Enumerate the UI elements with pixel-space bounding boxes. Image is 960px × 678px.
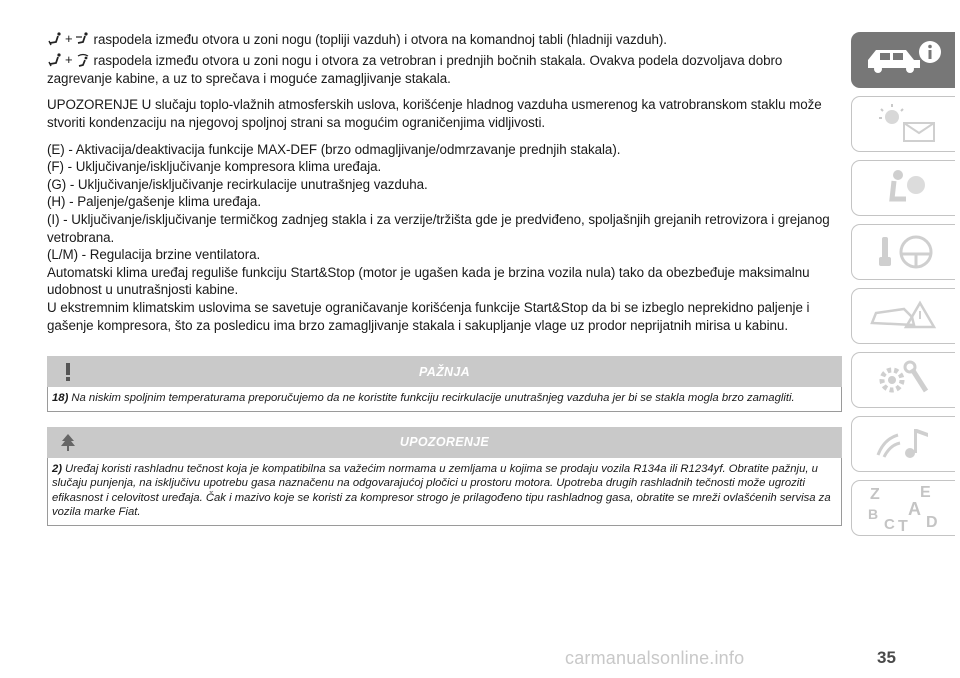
attention-title: PAŽNJA <box>419 364 470 379</box>
attention-notice <box>47 356 842 412</box>
warning-notice-body <box>47 458 842 526</box>
warning-note-number: 2) <box>52 462 63 475</box>
signal-music-icon <box>862 421 946 467</box>
chapter-tabs <box>851 32 960 544</box>
control-g-description: (G) - Uključivanje/isključivanje recirkulacije unutrašnjeg vazduha. <box>47 176 428 192</box>
attention-notice-body <box>47 387 842 412</box>
car-info-icon <box>862 38 946 82</box>
airflow-dashboard-icon <box>75 32 91 46</box>
attention-notice-header <box>47 356 842 387</box>
index-letter-d: D <box>925 514 938 531</box>
key-steering-wheel-icon <box>862 229 946 275</box>
breakdown-car-icon <box>862 293 946 339</box>
index-letter-e: E <box>919 484 931 501</box>
airflow-windshield-icon <box>75 53 91 67</box>
watermark: carmanualsonline.info <box>565 648 745 668</box>
plus-sign: + <box>65 52 73 68</box>
airflow-mode-icons <box>47 30 91 48</box>
airflow-feet-icon <box>47 32 63 46</box>
exclamation-icon <box>59 362 77 382</box>
tab-dashboard-lights[interactable] <box>851 96 955 152</box>
tab-safety[interactable] <box>851 160 955 216</box>
tab-maintenance[interactable] <box>851 352 955 408</box>
control-h-description: (H) - Paljenje/gašenje klima uređaja. <box>47 194 261 210</box>
control-lm-description: (L/M) - Regulacija brzine ventilatora. <box>47 247 261 263</box>
control-i-description: (I) - Uključivanje/isključivanje termičkog zadnjeg stakla i za verzije/tržišta gde je predviđeno, spoljašnjih grejanih retrovizora i grejanog vetrobrana. <box>47 211 830 245</box>
airflow-mode-icons <box>47 51 91 69</box>
warning-light-envelope-icon <box>862 101 946 147</box>
start-stop-paragraph: Automatski klima uređaj reguliše funkciju Start&Stop (motor je ugašen kada je brzina vozila nula) tako da obezbeđuje maksimalnu udobnost u unutrašnjosti kabine. <box>47 264 810 298</box>
tree-icon <box>59 433 77 453</box>
extreme-conditions-paragraph: U ekstremnim klimatskim uslovima se savetuje ograničavanje korišćenja funkcije Start&Stop da bi se izbeglo neprekidno paljenje i gašenje kompresora, što za posledicu ima brzo zamagljivanje stakala i sakupljanje vlage uz prodor neprijatnih mirisa u kabinu. <box>47 299 810 333</box>
warning-title: UPOZORENJE <box>399 435 490 450</box>
page-number: 35 <box>877 648 896 667</box>
control-f-description: (F) - Uključivanje/isključivanje kompresora klima uređaja. <box>47 159 382 175</box>
attention-note-text: Na niskim spoljnim temperaturama preporučujemo da ne koristite funkciju recirkulacije unutrašnjeg vazduha jer bi se stakla mogla brzo zamagliti. <box>71 392 795 405</box>
tab-index[interactable] <box>851 480 955 536</box>
airflow-feet-windshield-paragraph <box>47 51 842 87</box>
attention-note-number: 18) <box>52 392 69 405</box>
condensation-warning-paragraph: UPOZORENJE U slučaju toplo-vlažnih atmosferskih uslova, korišćenje hladnog vazduha usmerenog ka vatrobranskom staklu može stvoriti kondenzaciju na njegovoj spoljnoj strani sa mogućim ograničenjima vidljivosti. <box>47 97 822 130</box>
plus-sign: + <box>65 31 73 46</box>
index-letter-c: C <box>883 516 895 533</box>
paragraph-text: raspodela između otvora u zoni nogu (topliji vazduh) i otvora na komandnoj tabli (hladniji vazduh). <box>93 31 667 47</box>
tab-car-info[interactable] <box>851 32 955 88</box>
index-letter-a: A <box>907 499 921 519</box>
tab-multimedia[interactable] <box>851 416 955 472</box>
tab-emergency[interactable] <box>851 288 955 344</box>
warning-notice-header <box>47 427 842 458</box>
tab-starting-driving[interactable] <box>851 224 955 280</box>
index-letter-t: T <box>897 518 908 533</box>
airflow-feet-dashboard-paragraph <box>47 30 842 48</box>
index-letter-b: B <box>867 506 878 522</box>
index-letter-z: Z <box>869 486 880 503</box>
warning-note-text: Uređaj koristi rashladnu tečnost koja je kompatibilna sa važećim normama u zemljama u kojima se prodaju vozila R134a ili R1234yf. Obratite pažnju, u slučaju punjenja, na isključivu upotrebu gasa naznačenu na odgovarajućoj pločici u prostoru motora. Upotreba drugih rashladnih tečnosti može ugroziti efikasnost i celovitost uređaja. Čak i mazivo koje se koristi za kompresor strogo je prilagođeno tipu rashladnog gasa, obratite se mreži ovlašćenih servisa za vozila marke Fiat. <box>52 462 831 519</box>
airbag-seat-icon <box>862 165 946 211</box>
airflow-feet-icon <box>47 53 63 67</box>
warning-notice <box>47 427 842 526</box>
paragraph-text: raspodela između otvora u zoni nogu i otvora za vetrobran i prednjih bočnih stakala. Ovakva podela dozvoljava dobro zagrevanje kabine, a uz to sprečava i moguće zamagljivanje stakala. <box>47 53 783 86</box>
manual-content <box>47 30 842 526</box>
control-e-description: (E) - Aktivacija/deaktivacija funkcije MAX-DEF (brzo odmagljivanje/odmrzavanje prednjih stakala). <box>47 141 621 157</box>
alphabet-index-icon <box>862 483 946 533</box>
wrench-gear-icon <box>862 357 946 403</box>
